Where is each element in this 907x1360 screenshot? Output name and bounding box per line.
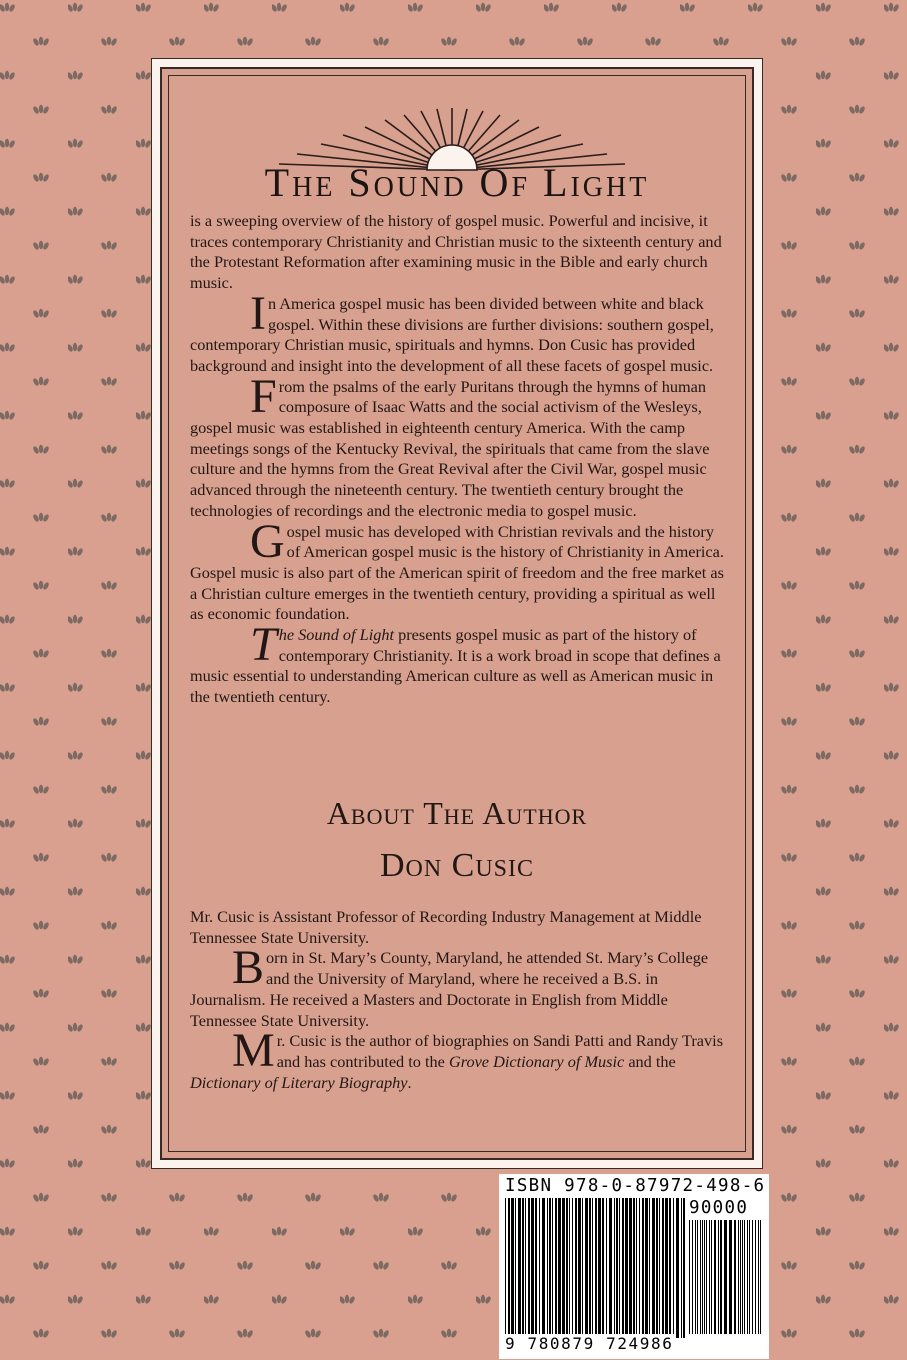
barcode-bar <box>749 1220 750 1334</box>
description-paragraph-last <box>190 618 724 708</box>
barcode-bar <box>689 1220 690 1334</box>
barcode-bar <box>676 1198 679 1338</box>
description-paragraph: Gospel music has developed with Christian revivals and the history of American gospel music is the history of Christianity in America. Gospel music is also part of the American spirit of freedom and the free market as a Christian culture emerges in the twentieth century, providing a spiritual as well as economic foundation. <box>190 514 724 624</box>
barcode-bar <box>525 1198 526 1338</box>
barcode-bar <box>669 1198 671 1338</box>
intro-paragraph: is a sweeping overview of the history of gospel music. Powerful and incisive, it traces contemporary Christianity and Christian music to the sixteenth century and the Protestant Reformation after examining music in the Bible and early church music. <box>190 211 722 293</box>
barcode-bar <box>742 1220 743 1334</box>
barcode-bar <box>535 1198 537 1338</box>
barcode-bar <box>616 1198 618 1338</box>
barcode-bar <box>619 1198 620 1338</box>
barcode-bar <box>508 1198 510 1338</box>
barcode-bar <box>706 1220 707 1334</box>
bio-paragraph-last <box>190 1024 724 1093</box>
barcode-bar <box>555 1198 557 1338</box>
grove-dictionary-title: Grove Dictionary of Music <box>448 1051 625 1071</box>
barcode-bar <box>673 1198 674 1338</box>
barcode-bar <box>625 1198 628 1338</box>
barcode-bar <box>528 1198 530 1338</box>
barcode-bar <box>606 1198 607 1338</box>
barcode-bar <box>704 1220 705 1334</box>
barcode-bar <box>592 1198 593 1338</box>
barcode-bar <box>572 1198 573 1338</box>
price-barcode <box>689 1220 763 1334</box>
barcode-bar <box>598 1198 601 1338</box>
bio-text: . <box>407 1072 412 1092</box>
barcode-bar <box>752 1220 753 1334</box>
isbn-label: ISBN 978-0-87972-498-6 <box>505 1176 766 1196</box>
barcode-bar <box>702 1220 703 1334</box>
barcode-bar <box>738 1220 739 1334</box>
barcode-bar <box>734 1220 736 1334</box>
barcode-bar <box>747 1220 748 1334</box>
barcode-bar <box>595 1198 597 1338</box>
price-code: 90000 <box>689 1198 749 1218</box>
barcode-bar <box>575 1198 577 1338</box>
barcode-bar <box>697 1220 698 1334</box>
barcode-bar <box>539 1198 540 1338</box>
bio-paragraph: Born in St. Mary’s County, Maryland, he attended St. Mary’s College and the University of Maryland, where he received a B.S. in Journalism. He received a Masters and Doctorate in English from Middle Tennessee State University. <box>190 941 709 1030</box>
barcode-bar <box>711 1220 712 1334</box>
barcode-bar <box>505 1198 506 1338</box>
barcode-bar <box>642 1198 644 1338</box>
book-title: The Sound Of Light <box>264 160 650 205</box>
barcode-bar <box>609 1198 612 1338</box>
barcode-bar <box>511 1198 514 1338</box>
barcode-bar <box>718 1220 719 1334</box>
about-author-heading: About The Author <box>326 795 588 831</box>
barcode-bar <box>585 1198 588 1338</box>
barcode-bar <box>602 1198 604 1338</box>
barcode-bar <box>695 1220 696 1334</box>
barcode-bar <box>700 1220 701 1334</box>
barcode-bar <box>531 1198 534 1338</box>
barcode-bar <box>760 1220 761 1334</box>
barcode-bar <box>729 1220 732 1334</box>
barcode-bar <box>740 1220 741 1334</box>
barcode-bar <box>636 1198 637 1338</box>
description-paragraph: From the psalms of the early Puritans through the hymns of human composure of Isaac Watts and the social activism of the Wesleys, gospel music was established in eighteenth century America. With the camp meetings songs of the Kentucky Revival, the spirituals that came from the slave culture and the hymns from the Great Revival after the Civil War, gospel music advanced through the nineteenth century. The twentieth century brought the technologies of recordings and the electronic media to gospel music. <box>190 369 710 520</box>
book-title-italic: The Sound of Light <box>250 618 395 672</box>
barcode-bar <box>549 1198 551 1338</box>
barcode-bar <box>692 1220 693 1334</box>
barcode-bar <box>633 1198 635 1338</box>
author-name: Don Cusic <box>379 847 535 884</box>
barcode-bar <box>645 1198 648 1338</box>
description-paragraph: In America gospel music has been divided between white and black gospel. Within these divisions are further divisions: southern gospel, contemporary Christian music, spirituals and hymns. Don Cusic has provided background and insight into the development of all these facets of gospel music. <box>190 286 714 375</box>
barcode-bar <box>652 1198 655 1338</box>
barcode-bar <box>709 1220 710 1334</box>
paragraph-text: presents gospel music as part of the history of contemporary Christianity. It is a work broad in scope that defines a music essential to understanding American culture as well as American music in the twentieth century. <box>190 625 721 707</box>
barcode-bar <box>659 1198 660 1338</box>
barcode-bar <box>558 1198 561 1338</box>
barcode-bar <box>755 1220 756 1334</box>
barcode-bar <box>518 1198 521 1338</box>
barcode-bar <box>578 1198 581 1338</box>
barcode-bar <box>656 1198 658 1338</box>
barcode-box <box>499 1174 769 1359</box>
barcode-bar <box>724 1220 727 1334</box>
cover-panel <box>160 67 754 1160</box>
ean-number: 9 780879 724986 <box>505 1334 674 1353</box>
barcode-bar <box>547 1198 548 1338</box>
barcode-bar <box>542 1198 545 1338</box>
barcode-bar <box>649 1198 650 1338</box>
barcode-bar <box>662 1198 664 1338</box>
author-bio <box>190 907 724 1093</box>
barcode-bar <box>614 1198 615 1338</box>
barcode-bar <box>582 1198 583 1338</box>
ean-barcode <box>505 1198 685 1338</box>
barcode-bar <box>720 1220 722 1334</box>
barcode-bar <box>522 1198 524 1338</box>
barcode-bar <box>683 1198 685 1338</box>
cover-frame <box>151 58 763 1169</box>
barcode-bar <box>714 1220 716 1334</box>
barcode-bar <box>552 1198 553 1338</box>
barcode-bar <box>681 1198 682 1338</box>
bio-text: Mr. Cusic is the author of biographies on Sandi Patti and Randy Travis and has contributed to the <box>232 1024 724 1078</box>
literary-biography-title: Dictionary of Literary Biography <box>190 1072 408 1092</box>
bio-paragraph: Mr. Cusic is Assistant Professor of Recording Industry Management at Middle Tennessee State University. <box>190 907 702 947</box>
barcode-bar <box>622 1198 624 1338</box>
bio-text: and the <box>624 1051 676 1071</box>
barcode-bar <box>758 1220 759 1334</box>
barcode-bar <box>744 1220 745 1334</box>
barcode-bar <box>515 1198 516 1338</box>
barcode-bar <box>566 1198 568 1338</box>
barcode-bar <box>665 1198 668 1338</box>
barcode-bar <box>569 1198 570 1338</box>
barcode-bar <box>589 1198 591 1338</box>
barcode-bar <box>562 1198 565 1338</box>
book-description <box>190 211 724 708</box>
barcode-bar <box>629 1198 632 1338</box>
barcode-bar <box>639 1198 640 1338</box>
